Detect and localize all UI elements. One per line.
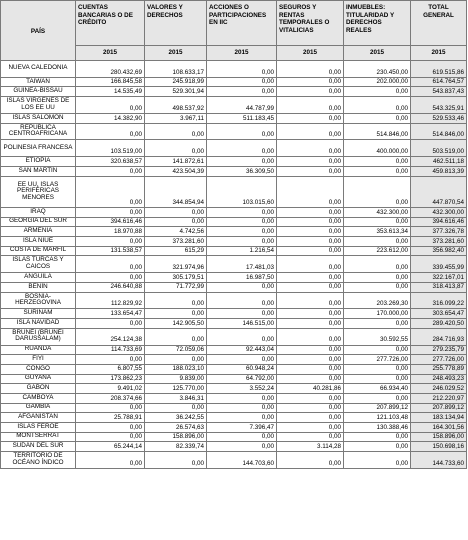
- total-cell: 356.982,40: [411, 246, 467, 256]
- securities-cell: 4.742,56: [145, 227, 207, 237]
- bank-accounts-cell: 0,00: [76, 207, 145, 217]
- bank-accounts-cell: 208.374,66: [76, 393, 145, 403]
- table-row: [1, 282, 467, 292]
- securities-cell: 71.772,99: [145, 282, 207, 292]
- real-estate-column-header: INMUEBLES: TITULARIDAD Y DERECHOS REALES: [344, 1, 411, 46]
- real-estate-cell: 0,00: [344, 236, 411, 246]
- securities-cell: 0,00: [145, 207, 207, 217]
- real-estate-cell: 0,00: [344, 452, 411, 469]
- country-cell: EE UU, ISLAS PERIFÉRICAS MENORES: [1, 176, 76, 207]
- insurance-cell: 0,00: [277, 236, 344, 246]
- securities-cell: 423.504,39: [145, 166, 207, 176]
- shares-cell: 0,00: [207, 328, 277, 345]
- table-body: [1, 61, 467, 469]
- securities-cell: 0,00: [145, 403, 207, 413]
- table-row: [1, 176, 467, 207]
- shares-cell: 16.987,50: [207, 273, 277, 283]
- shares-cell: 0,00: [207, 217, 277, 227]
- table-row: [1, 328, 467, 345]
- bank-accounts-cell: 6.807,55: [76, 364, 145, 374]
- bank-accounts-cell: 0,00: [76, 123, 145, 140]
- shares-cell: 7.396,47: [207, 423, 277, 433]
- shares-cell: 146.515,00: [207, 319, 277, 329]
- bank-accounts-cell: 0,00: [76, 236, 145, 246]
- securities-cell: 0,00: [145, 140, 207, 157]
- bank-accounts-cell: 320.638,57: [76, 157, 145, 167]
- country-cell: GEORGIA DEL SUR: [1, 217, 76, 227]
- total-cell: 543.325,91: [411, 97, 467, 114]
- total-cell: 150.698,16: [411, 442, 467, 452]
- total-cell: 316.099,22: [411, 292, 467, 309]
- bank-accounts-cell: 9.491,02: [76, 384, 145, 394]
- shares-cell: 0,00: [207, 413, 277, 423]
- real-estate-cell: 230.450,00: [344, 61, 411, 78]
- insurance-cell: 0,00: [277, 207, 344, 217]
- total-cell: 373.281,60: [411, 236, 467, 246]
- real-estate-cell: 223.612,00: [344, 246, 411, 256]
- total-cell: 503.519,00: [411, 140, 467, 157]
- country-cell: SURINAM: [1, 309, 76, 319]
- country-cell: GUYANA: [1, 374, 76, 384]
- table-row: [1, 273, 467, 283]
- country-cell: NUEVA CALEDONIA: [1, 61, 76, 78]
- real-estate-cell: 0,00: [344, 97, 411, 114]
- total-cell: 322.167,01: [411, 273, 467, 283]
- shares-cell: 64.792,00: [207, 374, 277, 384]
- total-cell: 377.326,78: [411, 227, 467, 237]
- real-estate-cell: 432.300,00: [344, 207, 411, 217]
- total-cell: 459.813,39: [411, 166, 467, 176]
- insurance-cell: 0,00: [277, 217, 344, 227]
- bank-accounts-cell: 114.733,69: [76, 345, 145, 355]
- bank-accounts-cell: 65.244,14: [76, 442, 145, 452]
- table-row: [1, 97, 467, 114]
- shares-cell: 0,00: [207, 282, 277, 292]
- total-cell: 514.846,00: [411, 123, 467, 140]
- table-row: [1, 140, 467, 157]
- header-row: [1, 1, 467, 46]
- bank-accounts-column-header: CUENTAS BANCARIAS O DE CRÉDITO: [76, 1, 145, 46]
- bank-accounts-cell: 0,00: [76, 273, 145, 283]
- bank-accounts-cell: 133.654,47: [76, 309, 145, 319]
- country-cell: BOSNIA-HERZEGOVINA: [1, 292, 76, 309]
- securities-cell: 158.896,00: [145, 432, 207, 442]
- table-row: [1, 292, 467, 309]
- country-cell: POLINESIA FRANCESA: [1, 140, 76, 157]
- country-cell: GUINEA-BISSAU: [1, 87, 76, 97]
- shares-cell: 0,00: [207, 140, 277, 157]
- table-row: [1, 123, 467, 140]
- country-cell: ISLAS SALOMÓN: [1, 113, 76, 123]
- bank-accounts-cell: 0,00: [76, 403, 145, 413]
- securities-cell: 305.179,51: [145, 273, 207, 283]
- table-row: [1, 452, 467, 469]
- real-estate-cell: 0,00: [344, 282, 411, 292]
- real-estate-cell: 203.269,30: [344, 292, 411, 309]
- bank-accounts-cell: 254.124,38: [76, 328, 145, 345]
- insurance-cell: 0,00: [277, 166, 344, 176]
- country-cell: ANGUILA: [1, 273, 76, 283]
- securities-cell: 0,00: [145, 309, 207, 319]
- insurance-cell: 40.281,86: [277, 384, 344, 394]
- securities-cell: 0,00: [145, 217, 207, 227]
- total-cell: 246.029,52: [411, 384, 467, 394]
- real-estate-cell: 202.000,00: [344, 77, 411, 87]
- insurance-cell: 0,00: [277, 403, 344, 413]
- insurance-cell: 0,00: [277, 77, 344, 87]
- country-cell: MONTSERRAT: [1, 432, 76, 442]
- shares-cell: 0,00: [207, 393, 277, 403]
- securities-cell: 0,00: [145, 355, 207, 365]
- total-cell: 614.764,57: [411, 77, 467, 87]
- real-estate-cell: 0,00: [344, 176, 411, 207]
- country-cell: TAIWAN: [1, 77, 76, 87]
- insurance-cell: 0,00: [277, 452, 344, 469]
- bank-accounts-cell: 0,00: [76, 432, 145, 442]
- total-cell: 212.220,97: [411, 393, 467, 403]
- country-cell: ISLAS TURCAS Y CAICOS: [1, 256, 76, 273]
- securities-cell: 344.854,94: [145, 176, 207, 207]
- table-row: [1, 393, 467, 403]
- securities-cell: 0,00: [145, 292, 207, 309]
- insurance-cell: 0,00: [277, 423, 344, 433]
- table-row: [1, 364, 467, 374]
- securities-cell: 72.059,06: [145, 345, 207, 355]
- table-row: [1, 77, 467, 87]
- securities-cell: 26.574,63: [145, 423, 207, 433]
- total-cell: 394.616,46: [411, 217, 467, 227]
- country-cell: GAMBIA: [1, 403, 76, 413]
- shares-column-header: ACCIONES O PARTICIPACIONES EN IIC: [207, 1, 277, 46]
- shares-cell: 0,00: [207, 227, 277, 237]
- table-row: [1, 355, 467, 365]
- country-cell: CONGO: [1, 364, 76, 374]
- shares-cell: 92.443,04: [207, 345, 277, 355]
- table-row: [1, 113, 467, 123]
- shares-cell: 36.309,50: [207, 166, 277, 176]
- insurance-cell: 0,00: [277, 345, 344, 355]
- table-row: [1, 319, 467, 329]
- bank-accounts-cell: 131.538,57: [76, 246, 145, 256]
- real-estate-cell: 0,00: [344, 393, 411, 403]
- securities-cell: 142.905,50: [145, 319, 207, 329]
- table-row: [1, 217, 467, 227]
- country-cell: TERRITORIO DE OCÉANO ÍNDICO: [1, 452, 76, 469]
- total-cell: 529.533,46: [411, 113, 467, 123]
- real-estate-cell: 0,00: [344, 442, 411, 452]
- country-cell: ISLAS VIRGENES DE LOS EE UU: [1, 97, 76, 114]
- table-row: [1, 345, 467, 355]
- insurance-cell: 0,00: [277, 61, 344, 78]
- securities-cell: 36.242,55: [145, 413, 207, 423]
- securities-cell: 125.770,00: [145, 384, 207, 394]
- table-row: [1, 403, 467, 413]
- insurance-cell: 3.114,28: [277, 442, 344, 452]
- securities-cell: 615,29: [145, 246, 207, 256]
- insurance-cell: 0,00: [277, 246, 344, 256]
- country-cell: GABÓN: [1, 384, 76, 394]
- real-estate-cell: 30.592,55: [344, 328, 411, 345]
- shares-cell: 17.481,03: [207, 256, 277, 273]
- real-estate-cell: 0,00: [344, 157, 411, 167]
- bank-accounts-cell: 394.616,46: [76, 217, 145, 227]
- table-row: [1, 432, 467, 442]
- table-row: [1, 256, 467, 273]
- shares-cell: 3.552,24: [207, 384, 277, 394]
- bank-accounts-cell: 112.829,92: [76, 292, 145, 309]
- real-estate-cell: 0,00: [344, 374, 411, 384]
- table-row: [1, 61, 467, 78]
- total-cell: 277.726,00: [411, 355, 467, 365]
- shares-cell: 0,00: [207, 309, 277, 319]
- country-cell: ISLA NIUE: [1, 236, 76, 246]
- total-cell: 164.301,56: [411, 423, 467, 433]
- table-row: [1, 442, 467, 452]
- year-label: 2015: [76, 46, 145, 61]
- shares-cell: 103.015,60: [207, 176, 277, 207]
- shares-cell: 60.948,24: [207, 364, 277, 374]
- year-label: 2015: [145, 46, 207, 61]
- securities-cell: 0,00: [145, 123, 207, 140]
- shares-cell: 0,00: [207, 355, 277, 365]
- real-estate-cell: 0,00: [344, 217, 411, 227]
- bank-accounts-cell: 0,00: [76, 452, 145, 469]
- insurance-cell: 0,00: [277, 123, 344, 140]
- securities-cell: 321.974,96: [145, 256, 207, 273]
- table-header: [1, 1, 467, 61]
- bank-accounts-cell: 246.640,88: [76, 282, 145, 292]
- securities-column-header: VALORES Y DERECHOS: [145, 1, 207, 46]
- real-estate-cell: 0,00: [344, 345, 411, 355]
- real-estate-cell: 66.934,40: [344, 384, 411, 394]
- country-cell: SAN MARTIN: [1, 166, 76, 176]
- insurance-column-header: SEGUROS Y RENTAS TEMPORALES O VITALICIAS: [277, 1, 344, 46]
- total-cell: 447.870,54: [411, 176, 467, 207]
- insurance-cell: 0,00: [277, 364, 344, 374]
- bank-accounts-cell: 0,00: [76, 355, 145, 365]
- table-row: [1, 413, 467, 423]
- total-cell: 158.896,00: [411, 432, 467, 442]
- insurance-cell: 0,00: [277, 273, 344, 283]
- country-cell: SUDÁN DEL SUR: [1, 442, 76, 452]
- total-cell: 248.493,23: [411, 374, 467, 384]
- total-cell: 255.778,89: [411, 364, 467, 374]
- insurance-cell: 0,00: [277, 157, 344, 167]
- real-estate-cell: 0,00: [344, 432, 411, 442]
- insurance-cell: 0,00: [277, 256, 344, 273]
- country-cell: CAMBOYA: [1, 393, 76, 403]
- bank-accounts-cell: 0,00: [76, 166, 145, 176]
- securities-cell: 3.967,11: [145, 113, 207, 123]
- shares-cell: 1.216,54: [207, 246, 277, 256]
- bank-accounts-cell: 14.382,90: [76, 113, 145, 123]
- shares-cell: 0,00: [207, 123, 277, 140]
- shares-cell: 0,00: [207, 292, 277, 309]
- insurance-cell: 0,00: [277, 292, 344, 309]
- total-cell: 303.654,47: [411, 309, 467, 319]
- shares-cell: 0,00: [207, 61, 277, 78]
- bank-accounts-cell: 103.519,00: [76, 140, 145, 157]
- insurance-cell: 0,00: [277, 227, 344, 237]
- securities-cell: 188.023,10: [145, 364, 207, 374]
- shares-cell: 0,00: [207, 432, 277, 442]
- table-row: [1, 384, 467, 394]
- total-cell: 183.134,94: [411, 413, 467, 423]
- table-row: [1, 227, 467, 237]
- shares-cell: 0,00: [207, 207, 277, 217]
- real-estate-cell: 0,00: [344, 113, 411, 123]
- insurance-cell: 0,00: [277, 432, 344, 442]
- bank-accounts-cell: 173.862,23: [76, 374, 145, 384]
- table-row: [1, 166, 467, 176]
- insurance-cell: 0,00: [277, 374, 344, 384]
- insurance-cell: 0,00: [277, 328, 344, 345]
- real-estate-cell: 0,00: [344, 364, 411, 374]
- insurance-cell: 0,00: [277, 319, 344, 329]
- securities-cell: 3.846,31: [145, 393, 207, 403]
- bank-accounts-cell: 0,00: [76, 319, 145, 329]
- year-label: 2015: [411, 46, 467, 61]
- real-estate-cell: 0,00: [344, 319, 411, 329]
- bank-accounts-cell: 0,00: [76, 97, 145, 114]
- shares-cell: 0,00: [207, 403, 277, 413]
- securities-cell: 141.872,61: [145, 157, 207, 167]
- real-estate-cell: 514.846,00: [344, 123, 411, 140]
- securities-cell: 373.281,60: [145, 236, 207, 246]
- real-estate-cell: 207.899,12: [344, 403, 411, 413]
- shares-cell: 44.787,99: [207, 97, 277, 114]
- real-estate-cell: 353.613,34: [344, 227, 411, 237]
- securities-cell: 0,00: [145, 452, 207, 469]
- table-row: [1, 236, 467, 246]
- securities-cell: 9.839,00: [145, 374, 207, 384]
- country-cell: ISLAS FEROE: [1, 423, 76, 433]
- total-cell: 207.899,12: [411, 403, 467, 413]
- insurance-cell: 0,00: [277, 113, 344, 123]
- total-column-header: TOTAL GENERAL: [411, 1, 467, 46]
- table-row: [1, 246, 467, 256]
- insurance-cell: 0,00: [277, 140, 344, 157]
- bank-accounts-cell: 25.788,91: [76, 413, 145, 423]
- total-cell: 144.733,60: [411, 452, 467, 469]
- year-label: 2015: [277, 46, 344, 61]
- insurance-cell: 0,00: [277, 393, 344, 403]
- country-cell: REPÚBLICA CENTROAFRICANA: [1, 123, 76, 140]
- total-cell: 289.420,50: [411, 319, 467, 329]
- year-label: 2015: [344, 46, 411, 61]
- shares-cell: 0,00: [207, 157, 277, 167]
- bank-accounts-cell: 280.432,69: [76, 61, 145, 78]
- shares-cell: 144.703,60: [207, 452, 277, 469]
- securities-cell: 108.633,17: [145, 61, 207, 78]
- bank-accounts-cell: 14.535,49: [76, 87, 145, 97]
- securities-cell: 245.918,99: [145, 77, 207, 87]
- bank-accounts-cell: 18.970,88: [76, 227, 145, 237]
- country-cell: ISLA NAVIDAD: [1, 319, 76, 329]
- shares-cell: 0,00: [207, 236, 277, 246]
- real-estate-cell: 277.726,00: [344, 355, 411, 365]
- table-row: [1, 207, 467, 217]
- real-estate-cell: 170.000,00: [344, 309, 411, 319]
- total-cell: 339.455,99: [411, 256, 467, 273]
- total-cell: 279.235,79: [411, 345, 467, 355]
- securities-cell: 529.301,94: [145, 87, 207, 97]
- total-cell: 543.837,43: [411, 87, 467, 97]
- securities-cell: 498.537,92: [145, 97, 207, 114]
- insurance-cell: 0,00: [277, 355, 344, 365]
- real-estate-cell: 0,00: [344, 256, 411, 273]
- table-row: [1, 87, 467, 97]
- insurance-cell: 0,00: [277, 282, 344, 292]
- country-cell: COSTA DE MARFIL: [1, 246, 76, 256]
- insurance-cell: 0,00: [277, 87, 344, 97]
- country-cell: ETIOPÍA: [1, 157, 76, 167]
- securities-cell: 82.339,74: [145, 442, 207, 452]
- table-row: [1, 309, 467, 319]
- bank-accounts-cell: 0,00: [76, 176, 145, 207]
- real-estate-cell: 0,00: [344, 273, 411, 283]
- table-row: [1, 374, 467, 384]
- bank-accounts-cell: 166.845,58: [76, 77, 145, 87]
- year-label: 2015: [207, 46, 277, 61]
- country-cell: BRUNÉI (BRUNÉI DARUSSALAM): [1, 328, 76, 345]
- real-estate-cell: 0,00: [344, 166, 411, 176]
- country-column-header: PAÍS: [1, 1, 76, 61]
- total-cell: 462.511,18: [411, 157, 467, 167]
- country-cell: IRAQ: [1, 207, 76, 217]
- table-row: [1, 423, 467, 433]
- shares-cell: 0,00: [207, 77, 277, 87]
- real-estate-cell: 400.000,00: [344, 140, 411, 157]
- table-row: [1, 157, 467, 167]
- shares-cell: 0,00: [207, 87, 277, 97]
- total-cell: 432.300,00: [411, 207, 467, 217]
- total-cell: 284.716,93: [411, 328, 467, 345]
- insurance-cell: 0,00: [277, 309, 344, 319]
- total-cell: 318.413,87: [411, 282, 467, 292]
- bank-accounts-cell: 0,00: [76, 423, 145, 433]
- country-cell: FIYI: [1, 355, 76, 365]
- real-estate-cell: 0,00: [344, 87, 411, 97]
- shares-cell: 511.183,45: [207, 113, 277, 123]
- insurance-cell: 0,00: [277, 413, 344, 423]
- bank-accounts-cell: 0,00: [76, 256, 145, 273]
- country-cell: AFGANISTAN: [1, 413, 76, 423]
- securities-cell: 0,00: [145, 328, 207, 345]
- total-cell: 619.515,86: [411, 61, 467, 78]
- real-estate-cell: 121.103,48: [344, 413, 411, 423]
- insurance-cell: 0,00: [277, 97, 344, 114]
- country-cell: BENÍN: [1, 282, 76, 292]
- insurance-cell: 0,00: [277, 176, 344, 207]
- shares-cell: 0,00: [207, 442, 277, 452]
- country-cell: ARMENIA: [1, 227, 76, 237]
- country-cell: RUANDA: [1, 345, 76, 355]
- real-estate-cell: 130.388,46: [344, 423, 411, 433]
